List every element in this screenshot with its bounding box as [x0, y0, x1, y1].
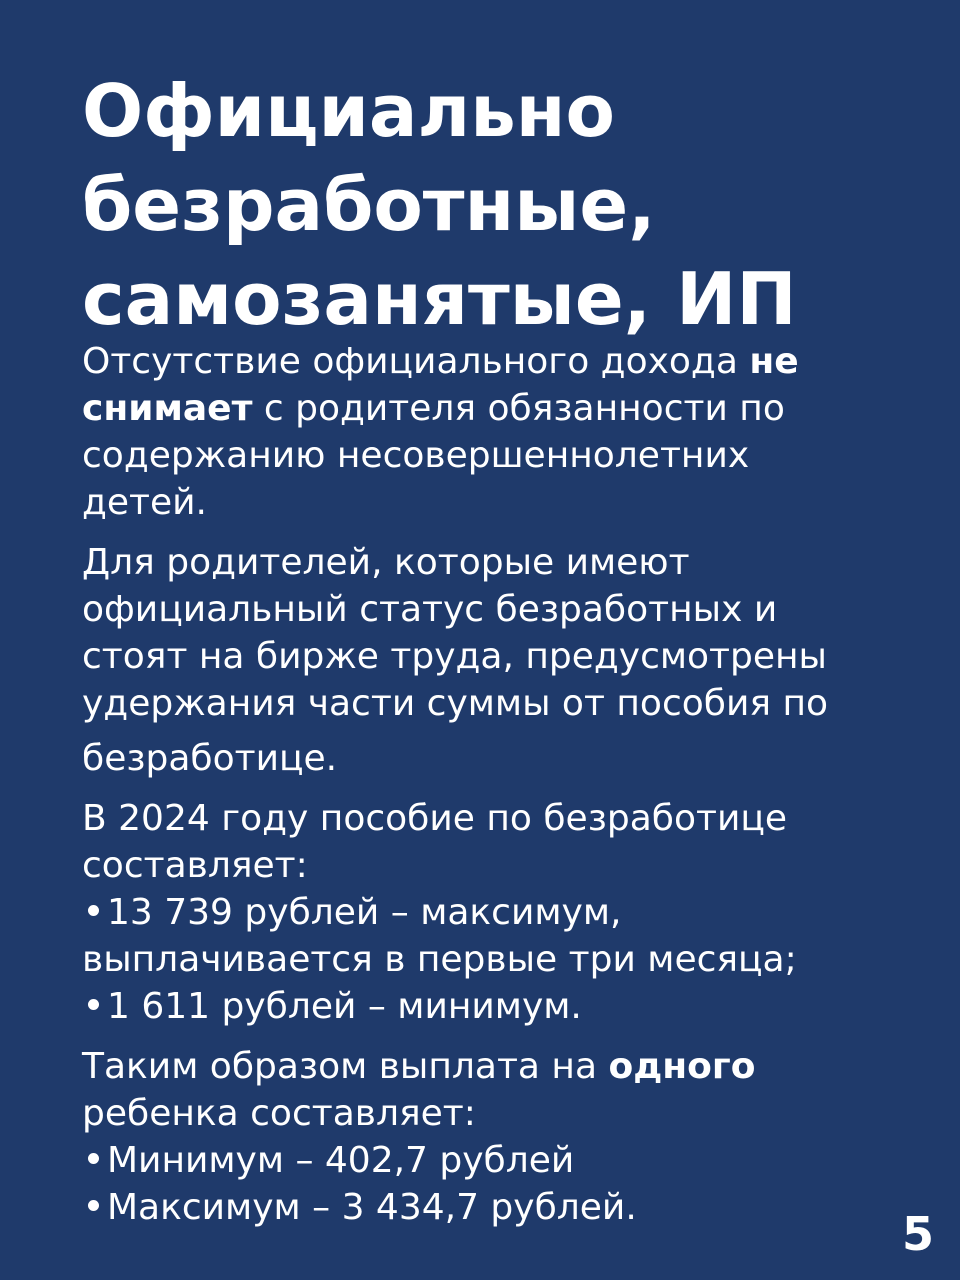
text-run: Таким образом выплата на	[82, 1046, 609, 1087]
list-item-text: Минимум – 402,7 рублей	[107, 1140, 575, 1181]
text-run: с родителя обязанности по	[252, 388, 785, 429]
text-run: Отсутствие официального дохода	[82, 341, 750, 382]
paragraph-unemployed	[82, 539, 932, 782]
paragraph-line: выплачивается в первые три месяца;	[82, 939, 797, 980]
paragraph-line: содержанию несовершеннолетних	[82, 435, 750, 476]
paragraph-line: удержания части суммы от пособия по	[82, 683, 829, 724]
paragraph-line: В 2024 году пособие по безработице	[82, 798, 788, 839]
paragraph-line: Для родителей, которые имеют	[82, 542, 690, 583]
slide-title	[82, 64, 922, 346]
list-item-minimum-benefit	[82, 983, 932, 1030]
page-number: 5	[901, 1207, 934, 1261]
paragraph-line: детей.	[82, 482, 207, 523]
paragraph-line	[82, 338, 932, 385]
list-item-text: 1 611 рублей – минимум.	[107, 986, 582, 1027]
bullet-icon	[88, 1200, 99, 1211]
paragraph-per-child	[82, 1043, 932, 1231]
title-line-1: Официально	[82, 69, 615, 153]
paragraph-line: составляет:	[82, 845, 308, 886]
slide-body	[82, 338, 932, 1244]
bold-text: не	[749, 341, 799, 382]
paragraph-line: официальный статус безработных и	[82, 589, 778, 630]
paragraph-benefit-2024	[82, 795, 932, 1030]
paragraph-obligation	[82, 338, 932, 526]
list-item-minimum-payment	[82, 1137, 932, 1184]
bullet-icon	[88, 1153, 99, 1164]
bold-text: снимает	[82, 388, 253, 429]
paragraph-line	[82, 1043, 932, 1090]
list-item-maximum-payment	[82, 1184, 932, 1231]
title-line-2: безработные,	[82, 163, 656, 247]
list-item-text: 13 739 рублей – максимум,	[107, 892, 622, 933]
list-item-text: Максимум – 3 434,7 рублей.	[107, 1187, 637, 1228]
paragraph-line	[82, 385, 932, 432]
paragraph-line: стоят на бирже труда, предусмотрены	[82, 636, 827, 677]
bullet-icon	[88, 905, 99, 916]
paragraph-line: ребенка составляет:	[82, 1093, 476, 1134]
list-item-maximum-benefit	[82, 889, 932, 936]
bold-text: одного	[608, 1046, 756, 1087]
title-line-3: самозанятые, ИП	[82, 257, 797, 341]
paragraph-line: безработице.	[82, 738, 338, 779]
bullet-icon	[88, 999, 99, 1010]
